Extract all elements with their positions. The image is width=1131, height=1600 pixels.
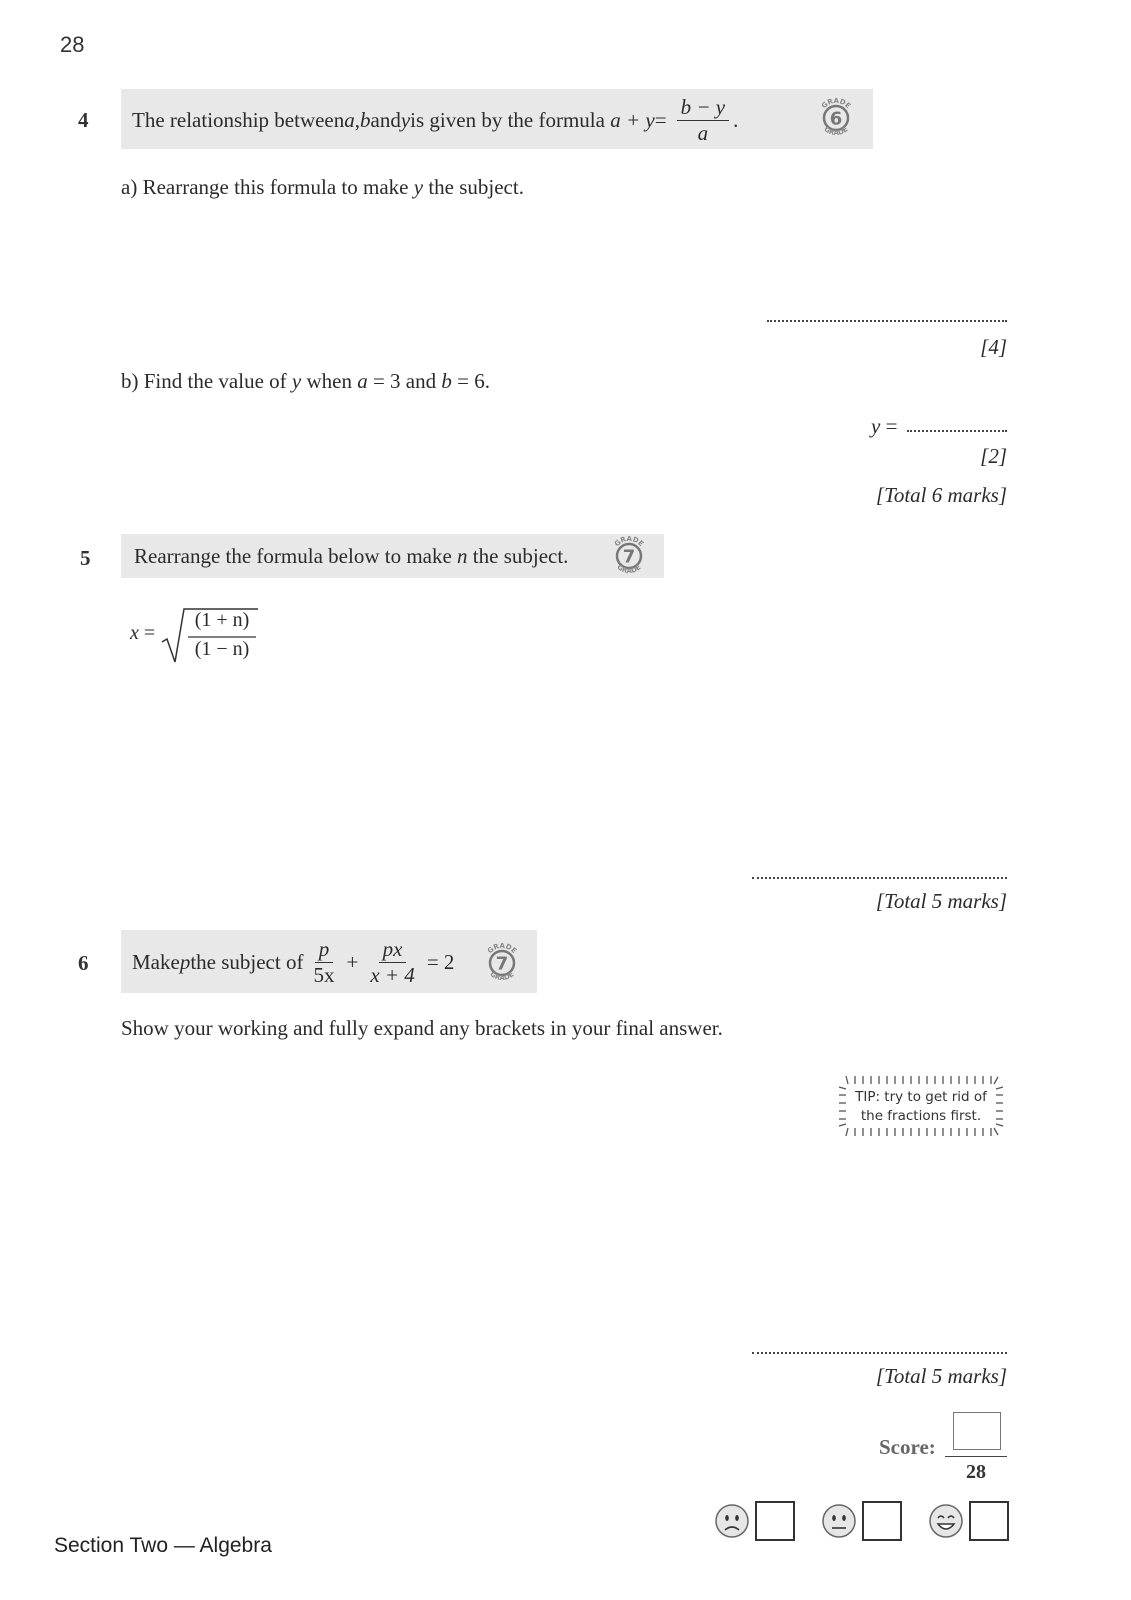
q5-total-marks: [Total 5 marks]: [875, 889, 1007, 913]
q6-plus: +: [346, 949, 359, 974]
q4-sep: ,: [354, 107, 361, 132]
q5-answer-line[interactable]: [752, 877, 1007, 879]
q6-fraction-1-denominator: 5x: [313, 962, 335, 987]
q6-instruction: Show your working and fully expand any brackets in your final answer.: [121, 1016, 723, 1040]
question-5-stem: [134, 544, 568, 569]
q4a-answer-line[interactable]: [767, 320, 1007, 322]
q4-part-a-label: a): [121, 175, 138, 199]
q5-formula-eq: =: [138, 622, 156, 644]
q6-total-marks: [Total 5 marks]: [875, 1364, 1007, 1388]
q4-var-b: b: [360, 107, 371, 132]
q6-fraction-2: [366, 938, 419, 985]
q4-part-b-when: when: [301, 369, 358, 393]
grade-7-value: 7: [622, 546, 636, 568]
happy-checkbox[interactable]: [969, 1501, 1009, 1541]
sad-face-icon: [714, 1503, 750, 1539]
q4-part-b-var: y: [291, 369, 302, 393]
grade-6-value: 6: [829, 108, 843, 130]
grade-7-word-bottom: GRADE: [488, 970, 516, 983]
tip-box: [838, 1075, 1004, 1137]
q5-stem-text: Rearrange the formula below to make: [134, 544, 458, 568]
q6-fraction-1-numerator: p: [315, 938, 334, 962]
happy-face-icon: [928, 1503, 964, 1539]
q6-stem-after: the subject of: [190, 949, 304, 974]
grade-7-badge-icon: [605, 532, 653, 580]
q6-fraction-2-denominator: x + 4: [370, 962, 415, 987]
tip-text: [838, 1088, 1004, 1126]
q4-part-a-text: Rearrange this formula to make: [142, 175, 414, 199]
q4-part-a-text-after: the subject.: [423, 175, 524, 199]
grade-7-word-bottom: GRADE: [615, 563, 643, 576]
q4-stem-text: The relationship between: [132, 107, 345, 132]
question-4-stem: [132, 95, 739, 145]
grade-6-word-top: GRADE: [820, 96, 853, 111]
section-footer: Section Two — Algebra: [54, 1534, 272, 1557]
q4-part-a-var: y: [413, 175, 424, 199]
question-4-number: 4: [78, 108, 89, 132]
question-5-number: 5: [80, 546, 91, 570]
q4-part-b: [121, 369, 490, 394]
q4-fraction-numerator: b − y: [677, 96, 730, 120]
q4-var-y: y: [400, 107, 411, 132]
q4a-marks: [4]: [980, 335, 1007, 359]
q5-formula-lhs: [130, 622, 155, 645]
q5-fraction-denominator: (1 − n): [194, 638, 250, 660]
page-number: 28: [60, 32, 85, 57]
q5-formula-x: x: [130, 622, 139, 644]
grade-7-word-top: GRADE: [613, 534, 646, 549]
grade-6-word-bottom: GRADE: [822, 125, 850, 138]
q4-var-a: a: [344, 107, 355, 132]
q4-period: .: [733, 107, 739, 132]
grade-7-value: 7: [495, 953, 509, 975]
q4b-answer-var: y: [871, 414, 881, 438]
sad-checkbox[interactable]: [755, 1501, 795, 1541]
q5-var-n: n: [457, 544, 468, 568]
grade-7-word-top: GRADE: [486, 941, 519, 956]
q6-fraction-2-numerator: px: [379, 938, 407, 962]
question-6-stem: [132, 938, 454, 986]
q4-stem-after: is given by the formula: [410, 107, 605, 132]
score-input-box[interactable]: [953, 1412, 1001, 1450]
q5-fraction-numerator: (1 + n): [194, 609, 250, 631]
q4-part-b-cond-b: b: [441, 369, 452, 393]
score-fraction-line: [945, 1456, 1007, 1457]
grade-7-badge-icon: [478, 939, 526, 987]
tip-line-2: the fractions first.: [860, 1108, 982, 1124]
q6-var-p: p: [179, 949, 191, 974]
q4-part-b-eq-a: = 3 and: [367, 369, 442, 393]
q4-formula-lhs: a + y: [610, 107, 655, 132]
tip-line-1: TIP: try to get rid of: [855, 1089, 987, 1105]
q4b-marks: [2]: [980, 444, 1007, 468]
score-label: Score:: [879, 1435, 936, 1459]
q6-answer-line[interactable]: [752, 1352, 1007, 1354]
q4-and: and: [370, 107, 401, 132]
q4-part-b-text: Find the value of: [143, 369, 292, 393]
q6-equals-2: = 2: [426, 949, 455, 974]
q5-stem-after: the subject.: [467, 544, 569, 568]
q4b-answer-prefix: [871, 414, 897, 439]
q6-stem-text: Make: [132, 949, 180, 974]
q4-total-marks: [Total 6 marks]: [875, 483, 1007, 507]
q4-equals: =: [654, 107, 667, 132]
q4-fraction: [677, 96, 730, 143]
q4-part-b-eq-b: = 6.: [451, 369, 490, 393]
question-6-number: 6: [78, 951, 89, 975]
q4-part-b-cond-a: a: [357, 369, 368, 393]
q4-fraction-denominator: a: [697, 120, 709, 145]
neutral-face-icon: [821, 1503, 857, 1539]
score-out-of: 28: [966, 1461, 986, 1483]
neutral-checkbox[interactable]: [862, 1501, 902, 1541]
q4-part-b-label: b): [121, 369, 139, 393]
grade-6-badge-icon: [812, 94, 860, 142]
q4b-answer-line[interactable]: [907, 430, 1007, 432]
q4-part-a: [121, 175, 524, 200]
q4b-answer-eq: =: [880, 414, 898, 438]
q6-fraction-1: [309, 938, 338, 985]
